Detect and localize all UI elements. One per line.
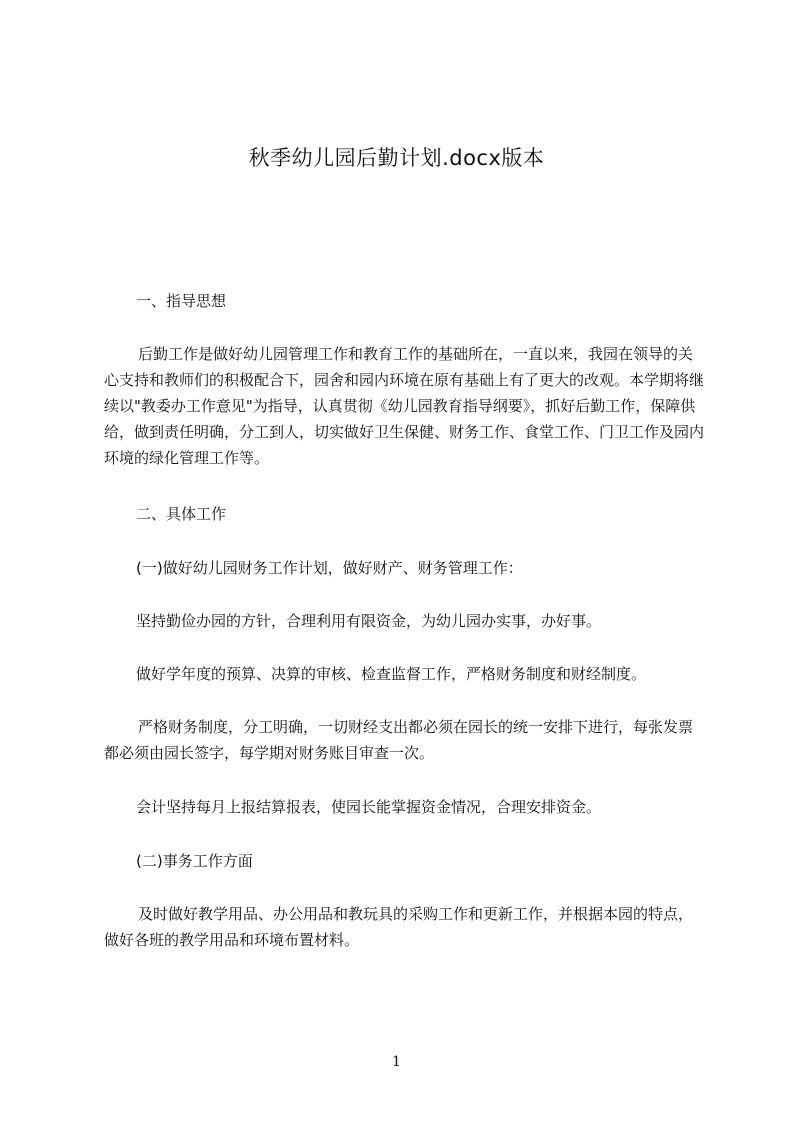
page-number: 1 [392, 1054, 401, 1070]
paragraph-procurement: 及时做好教学用品、办公用品和教玩具的采购工作和更新工作，并根据本园的特点，做好各班的教学用品和环境布置材料。 [104, 905, 694, 949]
paragraph-guiding-ideology: 后勤工作是做好幼儿园管理工作和教育工作的基础所在，一直以来，我园在领导的关心支持和教师们的积极配合下，园舍和园内环境在原有基础上有了更大的改观。本学期将继续以"教委办工作意见"为指导，认真贯彻《幼儿园教育指导纲要》，抓好后勤工作，保障供给，做到责任明确，分工到人，切实做好卫生保健、财务工作、食堂工作、门卫工作及园内环境的绿化管理工作等。 [104, 345, 705, 467]
paragraph-budget-review: 做好学年度的预算、决算的审核、检查监督工作，严格财务制度和财经制度。 [136, 665, 647, 683]
paragraph-finance-rules: 严格财务制度，分工明确，一切财经支出都必须在园长的统一安排下进行，每张发票都必须由园长签字，每学期对财务账目审查一次。 [104, 718, 694, 762]
document-title: 秋季幼儿园后勤计划.docx版本 [248, 146, 545, 170]
paragraph-monthly-report: 会计坚持每月上报结算报表，使园长能掌握资金情况，合理安排资金。 [136, 798, 602, 816]
section-heading-specific-work: 二、具体工作 [136, 505, 227, 523]
subheading-finance: (一)做好幼儿园财务工作计划，做好财产、财务管理工作： [136, 559, 523, 577]
subheading-affairs: (二)事务工作方面 [136, 852, 253, 870]
paragraph-finance-principle: 坚持勤俭办园的方针，合理利用有限资金，为幼儿园办实事，办好事。 [136, 612, 602, 630]
section-heading-guiding-ideology: 一、指导思想 [136, 292, 227, 310]
